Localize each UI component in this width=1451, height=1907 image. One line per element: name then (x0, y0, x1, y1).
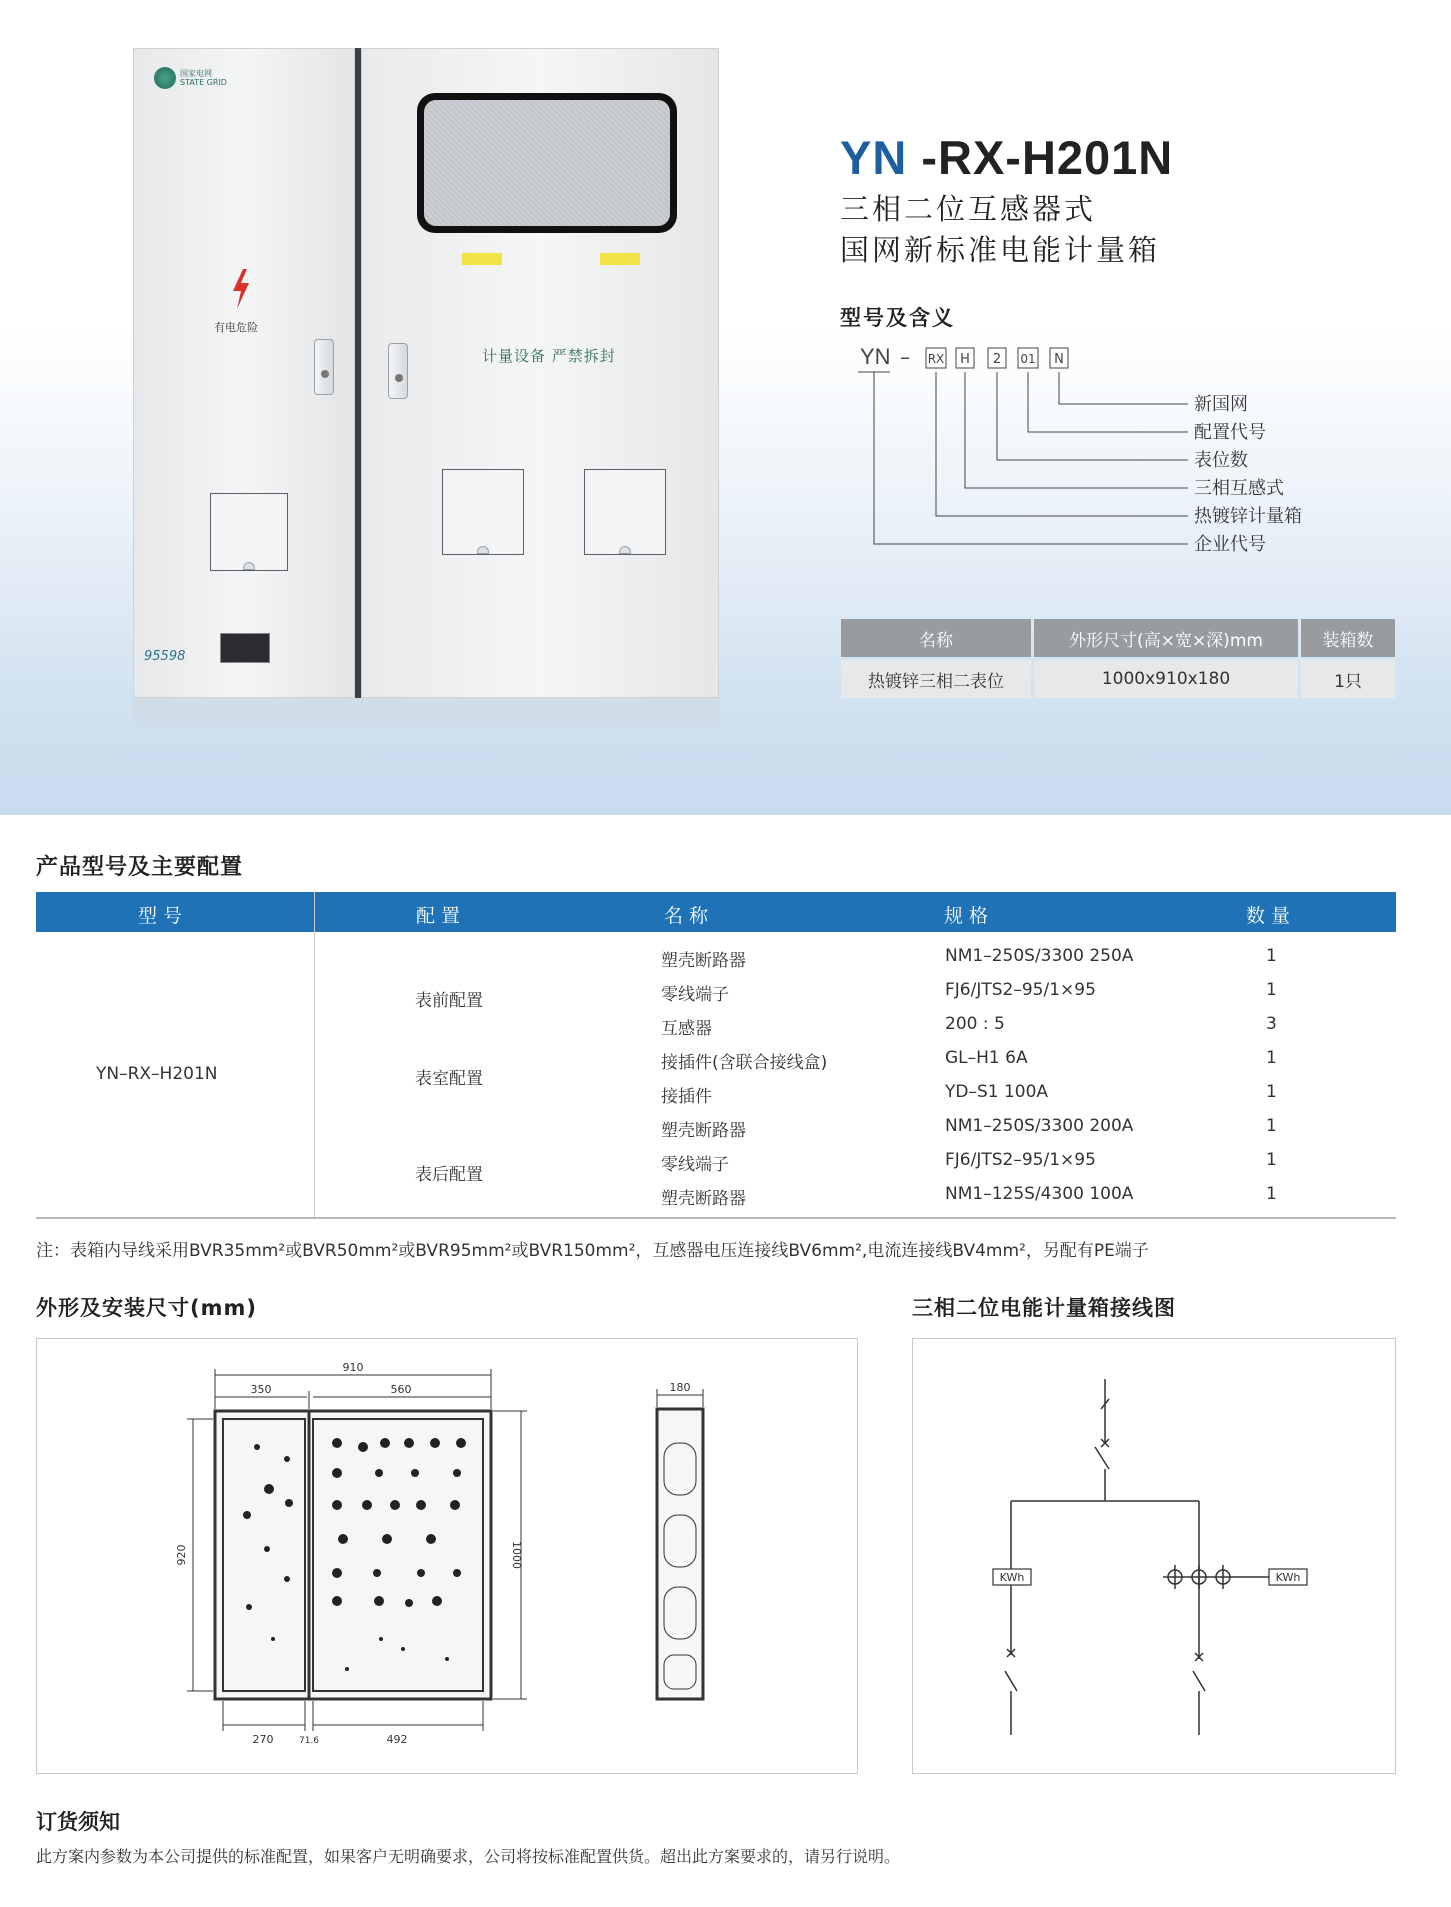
code-box (988, 348, 1006, 368)
dimension-drawing-frame (36, 1338, 858, 1774)
svg-text:N: N (1054, 352, 1064, 367)
state-grid-logo-icon (154, 67, 176, 89)
kwh-meter-label: KWh (1275, 1571, 1301, 1584)
logo-text: 国家电网 STATE GRID (180, 69, 227, 87)
danger-label: 有电危险 (214, 321, 258, 334)
code-box (926, 348, 946, 368)
row-spec: NM1–125S/4300 100A (945, 1184, 1134, 1204)
svg-text:H: H (960, 352, 970, 367)
spec-header-cell: 外形尺寸(高×宽×深)mm (1034, 619, 1298, 657)
door-notice: 计量设备 严禁拆封 (482, 347, 616, 365)
row-qty: 1 (1266, 946, 1277, 966)
floor-reflection (133, 698, 719, 738)
window-knob-icon (243, 562, 255, 570)
svg-text:RX: RX (927, 352, 945, 366)
row-qty: 1 (1266, 1150, 1277, 1170)
code-prefix: YN (860, 344, 891, 369)
row-spec: FJ6/JTS2–95/1×95 (945, 980, 1096, 1000)
order-notice-text: 此方案内参数为本公司提供的标准配置，如果客户无明确要求，公司将按标准配置供货。超出此方案要求的，请另行说明。 (36, 1847, 901, 1866)
row-name: 零线端子 (661, 985, 729, 1005)
config-header-cell: 名称 (664, 905, 715, 927)
config-column-divider (314, 892, 315, 1217)
window-glass (424, 100, 670, 226)
dim-label: 492 (386, 1733, 408, 1746)
lightning-bolt-icon (229, 269, 253, 309)
dim-label: 1000 (510, 1541, 523, 1569)
wiring-diagram (913, 1339, 1395, 1773)
drawing-section-title: 外形及安装尺寸(mm) (36, 1296, 257, 1320)
wiring-diagram-frame (912, 1338, 1396, 1774)
config-header-cell: 型号 (138, 905, 189, 927)
config-header-cell: 规格 (944, 905, 995, 927)
row-qty: 1 (1266, 980, 1277, 1000)
row-name: 塑壳断路器 (661, 1121, 746, 1141)
spec-table (838, 616, 1398, 701)
row-name: 零线端子 (661, 1155, 729, 1175)
dim-label: 71.6 (298, 1736, 320, 1746)
kwh-meter-label: KWh (999, 1571, 1025, 1584)
row-qty: 1 (1266, 1048, 1277, 1068)
meter-viewing-window (417, 93, 677, 233)
product-subtitle-1: 三相二位互感器式 (840, 192, 1097, 226)
config-table-bottom-rule (36, 1217, 1396, 1219)
code-box (1018, 348, 1038, 368)
row-spec: GL–H1 6A (945, 1048, 1028, 1068)
row-spec: 200 : 5 (945, 1014, 1005, 1034)
config-group-cell: 表前配置 (415, 991, 483, 1011)
row-name: 接插件 (661, 1087, 712, 1107)
hotline-logo: 95598 (144, 649, 186, 664)
order-notice-title: 订货须知 (36, 1810, 120, 1834)
spec-table-row (841, 660, 1395, 698)
spec-cell: 1000x910x180 (1034, 660, 1298, 698)
spec-header-cell: 名称 (841, 619, 1031, 657)
svg-text:01: 01 (1020, 352, 1036, 366)
spec-table-header (841, 619, 1395, 657)
nameplate (220, 633, 270, 663)
door-lock-icon (314, 339, 334, 395)
config-table-header (36, 892, 1396, 932)
config-group-cell: 表室配置 (415, 1069, 483, 1089)
dim-label: 180 (669, 1381, 691, 1394)
window-knob-icon (477, 546, 489, 554)
meaning-label: 新国网 (1194, 394, 1248, 415)
dim-label: 270 (252, 1733, 274, 1746)
row-name: 接插件(含联合接线盒) (661, 1053, 828, 1073)
model-meaning-heading: 型号及含义 (840, 306, 955, 330)
row-spec: YD–S1 100A (945, 1082, 1049, 1102)
product-subtitle-2: 国网新标准电能计量箱 (840, 233, 1161, 267)
model-code-diagram (850, 340, 1330, 560)
row-spec: NM1–250S/3300 250A (945, 946, 1134, 966)
config-header-cell: 配置 (416, 905, 467, 927)
cabinet-right-door (361, 48, 719, 698)
spec-header-cell: 装箱数 (1301, 619, 1395, 657)
config-section-title: 产品型号及主要配置 (36, 855, 244, 880)
cabinet-left-door (133, 48, 355, 698)
row-spec: FJ6/JTS2–95/1×95 (945, 1150, 1096, 1170)
dim-label: 350 (250, 1383, 272, 1396)
dimension-drawing (37, 1339, 857, 1773)
spec-cell: 热镀锌三相二表位 (841, 660, 1031, 698)
wire-note: 注：表箱内导线采用BVR35mm²或BVR50mm²或BVR95mm²或BVR150mm²，互感器电压连接线BV6mm²,电流连接线BV4mm²，另配有PE端子 (36, 1241, 1149, 1261)
row-name: 塑壳断路器 (661, 1189, 746, 1209)
cabinet-photo (133, 48, 719, 698)
config-header-cell: 数量 (1246, 905, 1297, 927)
wiring-section-title: 三相二位电能计量箱接线图 (912, 1296, 1176, 1320)
meaning-label: 表位数 (1194, 450, 1248, 471)
code-box (956, 348, 974, 368)
dim-label: 560 (390, 1383, 412, 1396)
row-name: 互感器 (661, 1019, 712, 1039)
code-box (1050, 348, 1068, 368)
row-qty: 1 (1266, 1184, 1277, 1204)
row-name: 塑壳断路器 (661, 951, 746, 971)
svg-text:2: 2 (992, 352, 1002, 367)
row-spec: NM1–250S/3300 200A (945, 1116, 1134, 1136)
config-model-cell: YN–RX–H201N (96, 1064, 218, 1084)
door-lock-icon (388, 343, 408, 399)
inspection-window (584, 469, 666, 555)
seal-sticker (600, 253, 640, 265)
model-title: YN -RX-H201N (840, 131, 1174, 184)
config-group-cell: 表后配置 (415, 1165, 483, 1185)
code-dash: – (900, 345, 910, 369)
row-qty: 1 (1266, 1082, 1277, 1102)
inspection-window (442, 469, 524, 555)
meaning-label: 三相互感式 (1194, 478, 1284, 499)
window-knob-icon (619, 546, 631, 554)
seal-sticker (462, 253, 502, 265)
dim-label: 920 (175, 1544, 188, 1566)
meaning-label: 企业代号 (1194, 534, 1266, 555)
meaning-label: 热镀锌计量箱 (1194, 506, 1302, 527)
spec-cell: 1只 (1301, 660, 1395, 698)
inspection-window-left (210, 493, 288, 571)
row-qty: 1 (1266, 1116, 1277, 1136)
meaning-label: 配置代号 (1194, 422, 1266, 443)
hero-banner (0, 0, 1451, 815)
dim-label: 910 (342, 1361, 364, 1374)
row-qty: 3 (1266, 1014, 1277, 1034)
